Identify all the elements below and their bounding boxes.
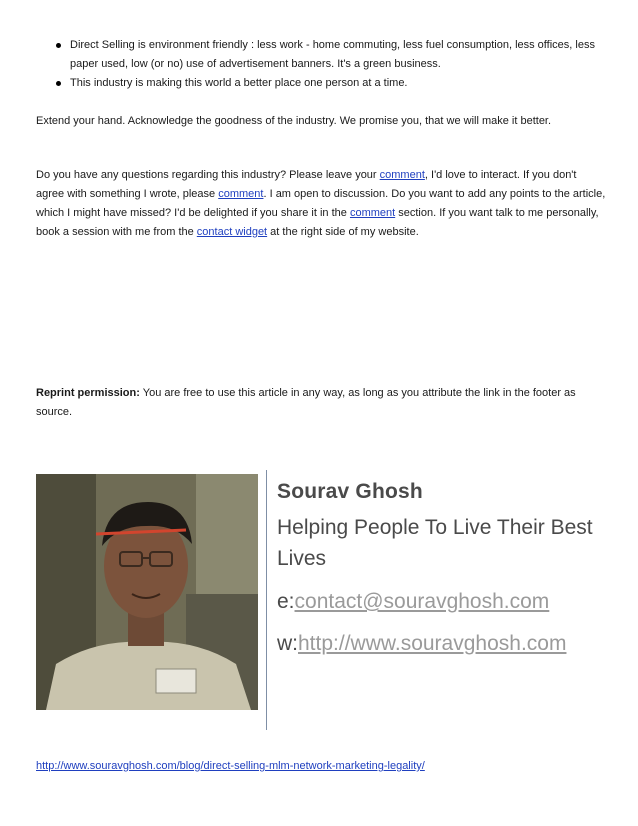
author-tagline: Helping People To Live Their Best Lives — [277, 516, 593, 570]
website-prefix: w: — [277, 632, 298, 655]
bullet-text: Direct Selling is environment friendly : less work - home commuting, less fuel consumption, less offices, less paper used, low (or no) use of advertisement banners. It's a green business. — [70, 39, 595, 70]
questions-text: . I am open to discussion. Do you want to add any points to the article, which I might have missed? I'd be delighted if you share it in the — [36, 188, 606, 219]
bullet-list — [36, 36, 606, 93]
questions-text: Do you have any questions regarding this industry? Please leave your — [36, 169, 380, 181]
comment-link[interactable]: comment — [349, 207, 396, 219]
comment-link[interactable]: comment — [218, 188, 264, 200]
questions-text: , I'd love to interact. If you don't agree with something I wrote, please — [36, 169, 577, 200]
email-prefix: e: — [277, 590, 295, 613]
reprint-text: You are free to use this article in any way, as long as you attribute the link in the footer as source. — [36, 387, 576, 418]
signature-divider — [266, 470, 267, 730]
email-link[interactable]: contact@souravghosh.com — [294, 590, 550, 613]
email-line — [277, 590, 549, 614]
website-line — [277, 632, 566, 656]
website-link[interactable]: http://www.souravghosh.com — [298, 632, 567, 655]
questions-text: section. If you want talk to me personally, book a session with me from the — [36, 207, 599, 238]
bullet-icon — [56, 43, 61, 48]
questions-text: at the right side of my website. — [267, 226, 419, 238]
author-photo-illustration — [36, 474, 258, 710]
author-name: Sourav Ghosh — [277, 480, 423, 503]
bullet-icon — [56, 81, 61, 86]
footer-url-link[interactable]: http://www.souravghosh.com/blog/direct-selling-mlm-network-marketing-legality/ — [36, 760, 425, 772]
reprint-label: Reprint permission: — [36, 387, 140, 399]
comment-link[interactable]: comment — [379, 169, 425, 181]
bullet-text: This industry is making this world a better place one person at a time. — [70, 77, 408, 89]
extend-paragraph: Extend your hand. Acknowledge the goodness of the industry. We promise you, that we will make it better. — [36, 115, 552, 127]
questions-paragraph — [36, 166, 606, 242]
author-photo — [36, 474, 258, 710]
reprint-paragraph — [36, 384, 606, 422]
list-item — [36, 74, 606, 93]
list-item — [36, 36, 606, 74]
contact-widget-link[interactable]: contact widget — [196, 226, 268, 238]
